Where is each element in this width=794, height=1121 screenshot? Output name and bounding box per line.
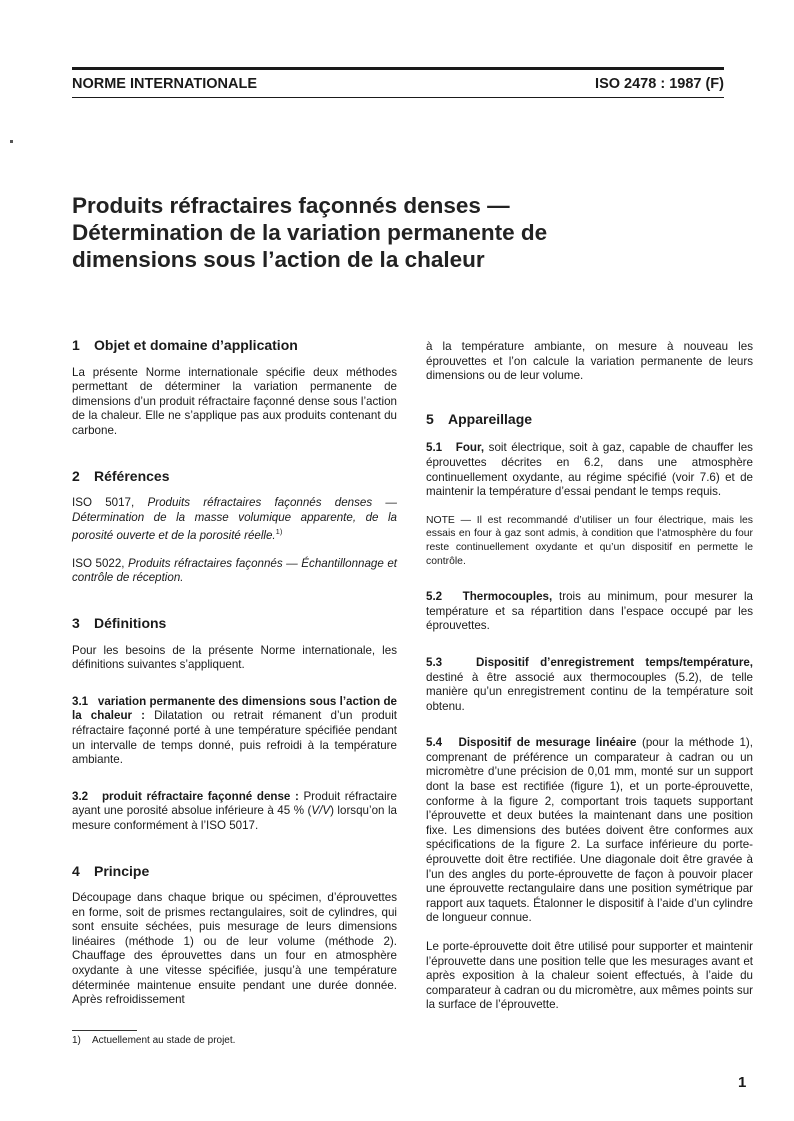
section-title: Principe xyxy=(94,862,150,879)
reference-iso-5022 xyxy=(72,557,397,586)
margin-mark xyxy=(10,140,13,143)
clause-number: 5.3 xyxy=(426,655,443,669)
footnote xyxy=(72,1035,235,1046)
section-title: Appareillage xyxy=(448,410,533,427)
ratio-symbol: V/V xyxy=(311,804,331,818)
reference-iso-5017 xyxy=(72,496,397,544)
section-number: 1 xyxy=(72,337,80,353)
definition-term: produit réfractaire façonné dense : xyxy=(101,789,299,803)
clause-5-4-paragraph-2: Le porte-éprouvette doit être utilisé pour supporter et maintenir l’éprouvette dans une position telle que les mesurages avant et après exposition à la chaleur soient effectués, à l’aide du comparateur à cadran ou du micromètre, aux mêmes points sur la surface de l’éprouvette. xyxy=(426,940,753,1012)
section-3-heading xyxy=(72,616,397,631)
section-4-paragraph-continued: à la température ambiante, on mesure à nouveau les éprouvettes et l’on calcule la variation permanente de leurs dimensions ou de leur volume. xyxy=(426,340,753,383)
section-4-paragraph: Découpage dans chaque brique ou spécimen, d’éprouvettes en forme, soit de prismes rectangulaires, soit de cylindres, qui sont ensuite séchées, puis mesurage de leurs dimensions linéaires (méthode 1) ou de leur volume (méthode 2). Chauffage des éprouvettes dans un four en atmosphère oxydante à une vitesse spécifiée, jusqu’à une température déterminée maintenue ensuite pendant une durée donnée. Après refroidissement xyxy=(72,891,397,1007)
header-rule-bottom xyxy=(72,97,724,98)
section-title: Références xyxy=(94,467,170,484)
clause-number: 5.4 xyxy=(426,736,443,750)
section-2-heading xyxy=(72,469,397,484)
definition-3-1 xyxy=(72,695,397,768)
title-line-1: Produits réfractaires façonnés denses — xyxy=(72,193,510,218)
header-standard-number: ISO 2478 : 1987 (F) xyxy=(595,76,724,92)
footnote-number: 1) xyxy=(72,1035,81,1046)
clause-term: Thermocouples, xyxy=(462,590,553,604)
title-line-2: Détermination de la variation permanente de xyxy=(72,220,548,245)
document-title xyxy=(72,192,672,273)
reference-title: Produits réfractaires façonnés denses — Détermination de la masse volumique apparente, de la porosité ouverte et de la porosité réelle. xyxy=(72,496,397,543)
clause-number: 5.1 xyxy=(426,441,443,455)
clause-number: 3.1 xyxy=(72,694,89,708)
definition-3-2 xyxy=(72,790,397,834)
section-title: Définitions xyxy=(94,614,167,631)
clause-5-3 xyxy=(426,656,753,714)
section-number: 2 xyxy=(72,467,80,484)
definition-text-cont: ) lorsqu’on la mesure conformément à l’ISO 5017. xyxy=(72,804,397,832)
section-3-intro: Pour les besoins de la présente Norme internationale, les définitions suivantes s’appliquent. xyxy=(72,643,397,672)
footnote-rule xyxy=(72,1030,137,1031)
section-number: 4 xyxy=(72,862,80,879)
clause-text: trois au minimum, pour mesurer la température et sa répartition dans l’espace occupé par les éprouvettes. xyxy=(426,590,753,633)
definition-text: Produit réfractaire ayant une porosité absolue inférieure à 45 % ( xyxy=(72,789,397,818)
section-4-heading xyxy=(72,864,397,879)
section-number: 5 xyxy=(426,410,434,427)
title-line-3: dimensions sous l’action de la chaleur xyxy=(72,247,485,272)
clause-5-4 xyxy=(426,736,753,926)
clause-term: Dispositif d’enregistrement temps/température, xyxy=(475,655,754,669)
clause-term: Four, xyxy=(455,441,485,455)
note-5-1: NOTE — Il est recommandé d’utiliser un four électrique, mais les essais en four à gaz sont admis, à condition que l’atmosphère du four reste continuellement oxydante et qu’un dispositif en permette le contrôle. xyxy=(426,514,753,567)
clause-text: soit électrique, soit à gaz, capable de chauffer les éprouvettes décrites en 6.2, dans une atmosphère continuellement oxydante, au régime spécifié (voir 7.6) et de maintenir la température d’essai pendant le temps requis. xyxy=(426,441,753,499)
section-5-heading xyxy=(426,412,753,427)
right-column xyxy=(426,340,753,1013)
reference-title: Produits réfractaires façonnés — Échantillonnage et contrôle de réception. xyxy=(72,556,397,585)
section-title: Objet et domaine d’application xyxy=(94,337,298,353)
clause-text: destiné à être associé aux thermocouples (5.2), de telle manière qu’un enregistrement continu de la température soit obtenu. xyxy=(426,670,753,713)
section-1-paragraph: La présente Norme internationale spécifie deux méthodes permettant de déterminer la variation permanente de dimensions d’un produit réfractaire façonné dense sous l’action de la chaleur. Elle ne s’applique pas aux produits contenant du carbone. xyxy=(72,365,397,437)
footnote-marker: 1) xyxy=(275,527,283,537)
clause-5-1 xyxy=(426,441,753,499)
clause-number: 3.2 xyxy=(72,789,89,803)
clause-text: (pour la méthode 1), comprenant de préférence un comparateur à cadran ou un micromètre d’une précision de 0,01 mm, monté sur un support dont la base est rectifiée (figure 1), et un porte-éprouvette, conforme à la figure 2, comportant trois taquets supportant l’éprouvette et deux butées la maintenant dans une position fixe. Les dimensions des butées doivent être conformes aux spécifications de la figure 2. La surface inférieure du porte-éprouvette doit être rectifiée. Une diagonale doit être gravée à l’un des angles du porte-éprouvette de façon à pouvoir placer une éprouvette rectangulaire dans une position symétrique par rapport aux taquets. Étalonner le dispositif à l’aide d’un cylindre de longueur connue. xyxy=(426,736,754,925)
footnote-text: Actuellement au stade de projet. xyxy=(92,1035,236,1046)
page-number: 1 xyxy=(738,1074,747,1091)
reference-code: ISO 5022, xyxy=(72,556,125,570)
page-header xyxy=(72,70,724,96)
reference-code: ISO 5017, xyxy=(72,496,135,510)
clause-number: 5.2 xyxy=(426,590,443,604)
section-1-heading xyxy=(72,338,397,353)
header-standard-type: NORME INTERNATIONALE xyxy=(72,76,258,92)
definition-term: variation permanente des dimensions sous l’action de la chaleur : xyxy=(72,694,397,723)
section-number: 3 xyxy=(72,614,80,631)
clause-5-2 xyxy=(426,590,753,634)
left-column xyxy=(72,338,397,1008)
definition-text: Dilatation ou retrait rémanent d’un produit réfractaire façonné porté à une température spécifiée pendant un intervalle de temps donné, puis refroidi à la température ambiante. xyxy=(72,709,397,767)
clause-term: Dispositif de mesurage linéaire xyxy=(458,736,637,750)
